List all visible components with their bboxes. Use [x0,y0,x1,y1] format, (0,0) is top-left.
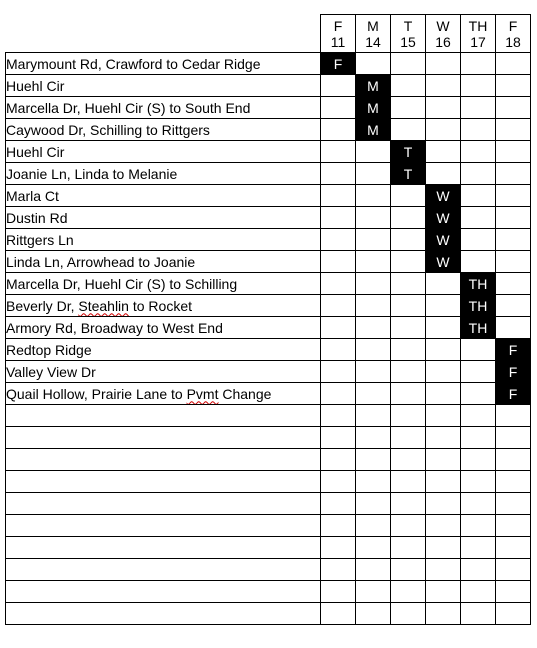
empty-day-cell [391,229,426,251]
day-header [496,15,531,53]
empty-day-cell [461,163,496,185]
empty-day-cell [461,559,496,581]
empty-day-cell [356,207,391,229]
day-header [391,15,426,53]
empty-day-cell [496,537,531,559]
street-cell: Marcella Dr, Huehl Cir (S) to Schilling [6,273,321,295]
schedule-row [6,273,531,295]
day-header [461,15,496,53]
empty-day-cell [496,471,531,493]
empty-day-cell [461,339,496,361]
street-cell: Huehl Cir [6,141,321,163]
empty-day-cell [356,361,391,383]
empty-day-cell [461,141,496,163]
street-cell: Armory Rd, Broadway to West End [6,317,321,339]
street-cell [6,603,321,625]
empty-day-cell [461,75,496,97]
empty-day-cell [426,339,461,361]
empty-day-cell [356,53,391,75]
empty-day-cell [321,141,356,163]
street-cell: Joanie Ln, Linda to Melanie [6,163,321,185]
day-letter: TH [468,17,488,34]
empty-day-cell [496,273,531,295]
scheduled-day-cell: TH [461,273,496,295]
empty-day-cell [426,515,461,537]
empty-day-cell [426,405,461,427]
empty-day-cell [426,581,461,603]
empty-day-cell [496,295,531,317]
empty-day-cell [321,559,356,581]
empty-day-cell [391,603,426,625]
day-date: 14 [365,33,381,50]
empty-day-cell [321,493,356,515]
empty-day-cell [461,581,496,603]
scheduled-day-cell: M [356,97,391,119]
empty-day-cell [461,229,496,251]
scheduled-day-cell: W [426,251,461,273]
schedule-row [6,339,531,361]
empty-day-cell [356,383,391,405]
empty-day-cell [321,251,356,273]
blank-row [6,471,531,493]
empty-day-cell [356,339,391,361]
empty-day-cell [426,427,461,449]
empty-day-cell [496,185,531,207]
empty-day-cell [461,405,496,427]
empty-day-cell [426,141,461,163]
empty-day-cell [426,75,461,97]
empty-day-cell [356,581,391,603]
empty-day-cell [496,163,531,185]
empty-day-cell [496,405,531,427]
empty-day-cell [496,603,531,625]
empty-day-cell [321,339,356,361]
header-row [6,15,531,53]
scheduled-day-cell: M [356,75,391,97]
empty-day-cell [321,317,356,339]
empty-day-cell [391,317,426,339]
empty-day-cell [391,339,426,361]
empty-day-cell [426,361,461,383]
empty-day-cell [461,207,496,229]
empty-day-cell [356,449,391,471]
street-cell [6,405,321,427]
empty-day-cell [461,427,496,449]
empty-day-cell [391,427,426,449]
empty-day-cell [391,361,426,383]
empty-day-cell [356,295,391,317]
schedule-row [6,163,531,185]
empty-day-cell [321,75,356,97]
empty-day-cell [321,471,356,493]
day-header [356,15,391,53]
empty-day-cell [321,537,356,559]
empty-day-cell [461,603,496,625]
empty-day-cell [496,141,531,163]
empty-day-cell [391,581,426,603]
scheduled-day-cell: TH [461,317,496,339]
empty-day-cell [426,383,461,405]
empty-day-cell [496,449,531,471]
empty-day-cell [321,229,356,251]
street-cell: Rittgers Ln [6,229,321,251]
street-cell [6,515,321,537]
street-cell: Marcella Dr, Huehl Cir (S) to South End [6,97,321,119]
schedule-row [6,97,531,119]
empty-day-cell [461,471,496,493]
empty-day-cell [496,515,531,537]
empty-day-cell [391,97,426,119]
empty-day-cell [391,207,426,229]
empty-day-cell [321,361,356,383]
empty-day-cell [391,493,426,515]
scheduled-day-cell: F [496,361,531,383]
empty-day-cell [496,581,531,603]
empty-day-cell [461,515,496,537]
scheduled-day-cell: TH [461,295,496,317]
blank-row [6,515,531,537]
empty-day-cell [321,163,356,185]
empty-day-cell [356,515,391,537]
empty-day-cell [356,471,391,493]
empty-day-cell [426,603,461,625]
empty-day-cell [426,493,461,515]
day-letter: W [436,17,450,34]
empty-day-cell [356,185,391,207]
empty-day-cell [321,185,356,207]
empty-day-cell [426,53,461,75]
street-cell [6,471,321,493]
empty-day-cell [391,471,426,493]
schedule-row [6,361,531,383]
street-cell: Linda Ln, Arrowhead to Joanie [6,251,321,273]
empty-day-cell [391,449,426,471]
schedule-row [6,251,531,273]
empty-day-cell [321,383,356,405]
empty-day-cell [496,559,531,581]
empty-day-cell [321,427,356,449]
empty-day-cell [356,141,391,163]
schedule-row [6,383,531,405]
empty-day-cell [356,251,391,273]
day-header [321,15,356,53]
street-cell: Redtop Ridge [6,339,321,361]
scheduled-day-cell: M [356,119,391,141]
scheduled-day-cell: W [426,229,461,251]
empty-day-cell [356,317,391,339]
empty-day-cell [461,537,496,559]
empty-day-cell [461,185,496,207]
empty-day-cell [461,53,496,75]
empty-day-cell [391,75,426,97]
scheduled-day-cell: W [426,185,461,207]
empty-day-cell [426,537,461,559]
empty-day-cell [391,559,426,581]
blank-row [6,603,531,625]
schedule-row [6,229,531,251]
empty-day-cell [461,119,496,141]
empty-day-cell [391,383,426,405]
street-cell: Marla Ct [6,185,321,207]
empty-day-cell [426,317,461,339]
schedule-row [6,295,531,317]
empty-day-cell [321,97,356,119]
street-cell [6,559,321,581]
schedule-row [6,141,531,163]
empty-day-cell [391,537,426,559]
day-date: 17 [470,33,486,50]
blank-row [6,405,531,427]
street-cell [6,581,321,603]
schedule-row [6,317,531,339]
empty-day-cell [356,537,391,559]
empty-day-cell [356,603,391,625]
schedule-row [6,53,531,75]
empty-day-cell [321,405,356,427]
scheduled-day-cell: T [391,141,426,163]
empty-day-cell [496,97,531,119]
blank-row [6,581,531,603]
day-letter: F [333,17,343,34]
street-cell: Marymount Rd, Crawford to Cedar Ridge [6,53,321,75]
empty-day-cell [391,119,426,141]
day-letter: F [508,17,518,34]
empty-day-cell [426,449,461,471]
empty-day-cell [426,119,461,141]
empty-day-cell [461,493,496,515]
empty-day-cell [426,295,461,317]
street-cell [6,537,321,559]
empty-day-cell [461,449,496,471]
empty-day-cell [391,515,426,537]
empty-day-cell [321,449,356,471]
empty-day-cell [426,471,461,493]
day-date: 18 [505,33,521,50]
empty-day-cell [321,603,356,625]
day-letter: M [367,17,379,34]
street-cell: Beverly Dr, Steahlin to Rocket [6,295,321,317]
empty-day-cell [426,97,461,119]
empty-day-cell [391,185,426,207]
day-date: 11 [330,33,346,50]
empty-day-cell [391,295,426,317]
scheduled-day-cell: W [426,207,461,229]
street-cell: Huehl Cir [6,75,321,97]
header-blank-cell [6,15,321,53]
street-cell: Valley View Dr [6,361,321,383]
day-date: 16 [435,33,451,50]
empty-day-cell [496,75,531,97]
schedule-row [6,207,531,229]
schedule-row [6,185,531,207]
street-cell [6,427,321,449]
empty-day-cell [356,559,391,581]
blank-row [6,559,531,581]
empty-day-cell [356,163,391,185]
empty-day-cell [496,53,531,75]
empty-day-cell [461,97,496,119]
schedule-row [6,75,531,97]
empty-day-cell [391,251,426,273]
empty-day-cell [391,405,426,427]
empty-day-cell [321,515,356,537]
empty-day-cell [496,427,531,449]
empty-day-cell [391,53,426,75]
empty-day-cell [321,207,356,229]
street-cell: Caywood Dr, Schilling to Rittgers [6,119,321,141]
empty-day-cell [321,581,356,603]
schedule-body [6,53,531,625]
empty-day-cell [321,119,356,141]
blank-row [6,537,531,559]
empty-day-cell [356,493,391,515]
street-cell [6,449,321,471]
empty-day-cell [356,405,391,427]
empty-day-cell [461,383,496,405]
empty-day-cell [321,273,356,295]
empty-day-cell [356,229,391,251]
blank-row [6,449,531,471]
schedule-table [5,14,531,625]
empty-day-cell [496,229,531,251]
empty-day-cell [461,361,496,383]
empty-day-cell [356,427,391,449]
empty-day-cell [496,207,531,229]
empty-day-cell [426,163,461,185]
day-header [426,15,461,53]
day-letter: T [403,17,413,34]
blank-row [6,427,531,449]
street-cell: Quail Hollow, Prairie Lane to Pvmt Change [6,383,321,405]
day-date: 15 [400,33,416,50]
scheduled-day-cell: F [321,53,356,75]
empty-day-cell [496,251,531,273]
empty-day-cell [321,295,356,317]
street-cell [6,493,321,515]
empty-day-cell [496,493,531,515]
street-cell: Dustin Rd [6,207,321,229]
empty-day-cell [426,273,461,295]
empty-day-cell [356,273,391,295]
blank-row [6,493,531,515]
scheduled-day-cell: F [496,383,531,405]
schedule-row [6,119,531,141]
scheduled-day-cell: F [496,339,531,361]
empty-day-cell [461,251,496,273]
empty-day-cell [426,559,461,581]
empty-day-cell [391,273,426,295]
empty-day-cell [496,119,531,141]
empty-day-cell [496,317,531,339]
scheduled-day-cell: T [391,163,426,185]
